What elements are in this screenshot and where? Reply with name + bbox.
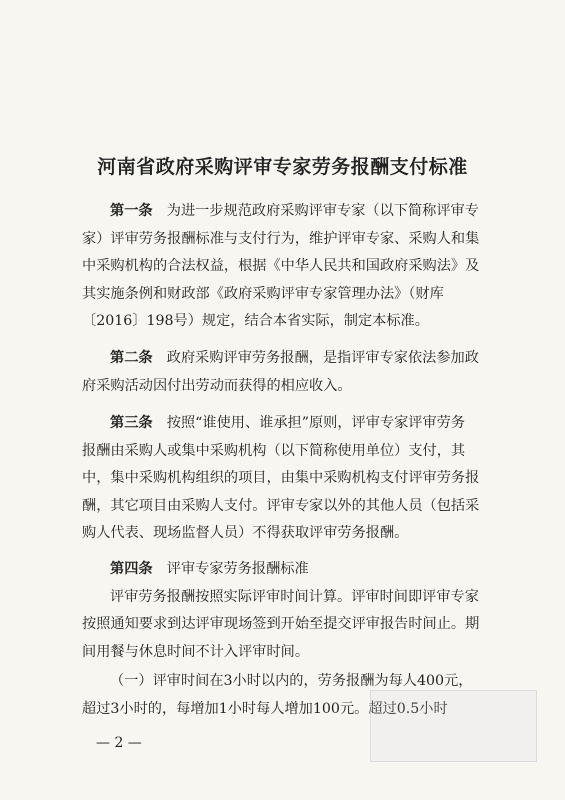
page-number: — 2 — <box>96 735 142 751</box>
article-2-label: 第二条 <box>110 350 153 366</box>
article-4-item-1: （一）评审时间在3小时以内的，劳务报酬为每人400元， 超过3小时的，每增加1小时每人增加100元。超过0.5小时 <box>82 673 473 717</box>
article-4-heading: 评审专家劳务报酬标准 <box>166 561 309 577</box>
faint-stamp-mark <box>370 690 537 762</box>
article-4: 第四条 评审专家劳务报酬标准 评审劳务报酬按照实际评审时间计算。评审时间即评审专家 按照通知要求到达评审现场签到开始至提交评审报告时间止。期 间用餐与休息时间不计入评审时间。 <box>82 561 480 660</box>
article-1: 第一条 为进一步规范政府采购评审专家（以下简称评审专 家）评审劳务报酬标准与支付行为，维护评审专家、采购人和集 中采购机构的合法权益，根据《中华人民共和国政府采购法》及 其实施条例和财政部《政府采购评审专家管理办法》（财库 〔2016〕198号）规定，结合本省实际，制定本标准。 <box>82 203 480 329</box>
article-1-label: 第一条 <box>110 203 153 219</box>
article-3-label: 第三条 <box>110 415 153 431</box>
article-2: 第二条 政府采购评审劳务报酬，是指评审专家依法参加政 府采购活动因付出劳动而获得的相应收入。 <box>82 350 479 394</box>
article-4-label: 第四条 <box>110 561 153 577</box>
document-title: 河南省政府采购评审专家劳务报酬支付标准 <box>97 156 468 178</box>
article-3: 第三条 按照“谁使用、谁承担”原则，评审专家评审劳务 报酬由采购人或集中采购机构（以下简称使用单位）支付，其 中，集中采购机构组织的项目，由集中采购机构支付评审劳务报 酬，其它项目由采购人支付。评审专家以外的其他人员（包括采 购人代表、现场监督人员）不得获取评审劳务报酬。 <box>82 415 480 541</box>
